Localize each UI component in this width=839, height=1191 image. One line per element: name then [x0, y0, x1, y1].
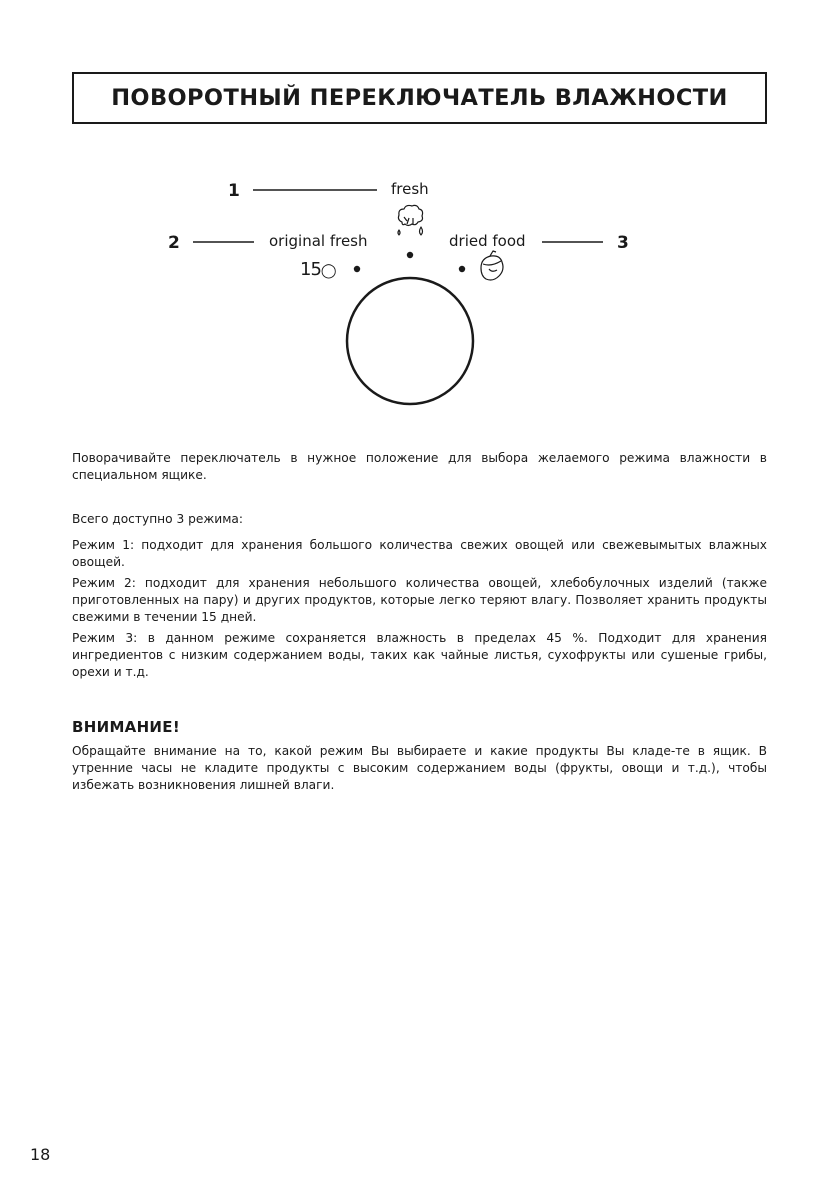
position-label-original-fresh: original fresh: [269, 232, 368, 250]
mode-2-text: Режим 2: подходит для хранения небольшого количества овощей, хлебобулочных изделий (также приготовленных на пару) и других продуктов, которые легко теряют влагу. Позволяет хранить продукты свежими в течении 15 дней.: [72, 576, 767, 624]
15-days-icon-text: 15: [300, 259, 321, 280]
broccoli-icon: [398, 205, 423, 235]
page-number: 18: [30, 1145, 51, 1164]
position-label-fresh: fresh: [391, 180, 429, 198]
dial-knob: [347, 278, 473, 404]
position-number-3: 3: [617, 233, 629, 253]
nut-icon: [481, 251, 503, 280]
humidity-dial-diagram: [0, 160, 839, 420]
mode-1-text: Режим 1: подходит для хранения большого количества свежих овощей или свежевымытых влажных овощей.: [72, 538, 767, 569]
warning-paragraph: [72, 743, 767, 794]
position-number-2: 2: [168, 233, 180, 253]
intro-paragraph: [72, 450, 767, 484]
position-number-1: 1: [228, 181, 240, 201]
water-drop-icon: ◯: [320, 263, 336, 279]
modes-heading: Всего доступно 3 режима:: [72, 512, 243, 526]
title-box: [72, 72, 767, 124]
position-dot-2: [354, 266, 360, 272]
warning-heading: ВНИМАНИЕ!: [72, 718, 180, 736]
intro-text: Поворачивайте переключатель в нужное положение для выбора желаемого режима влажности в специальном ящике.: [72, 451, 767, 482]
15-days-icon: [300, 259, 336, 280]
position-label-dried-food: dried food: [449, 232, 526, 250]
position-dot-3: [459, 266, 465, 272]
page-title: ПОВОРОТНЫЙ ПЕРЕКЛЮЧАТЕЛЬ ВЛАЖНОСТИ: [111, 85, 728, 111]
position-dot-1: [407, 252, 413, 258]
dial-graphic: [0, 160, 839, 420]
warning-text: Обращайте внимание на то, какой режим Вы выбираете и какие продукты Вы кладе-те в ящик. В утренние часы не кладите продукты с высоким содержанием воды (фрукты, овощи и т.д.), чтобы избежать возникновения лишней влаги.: [72, 744, 767, 792]
modes-section: [72, 511, 767, 681]
mode-3-text: Режим 3: в данном режиме сохраняется влажность в пределах 45 %. Подходит для хранения ингредиентов с низким содержанием воды, таких как чайные листья, сухофрукты или сушеные грибы, орехи и т.д.: [72, 631, 767, 679]
